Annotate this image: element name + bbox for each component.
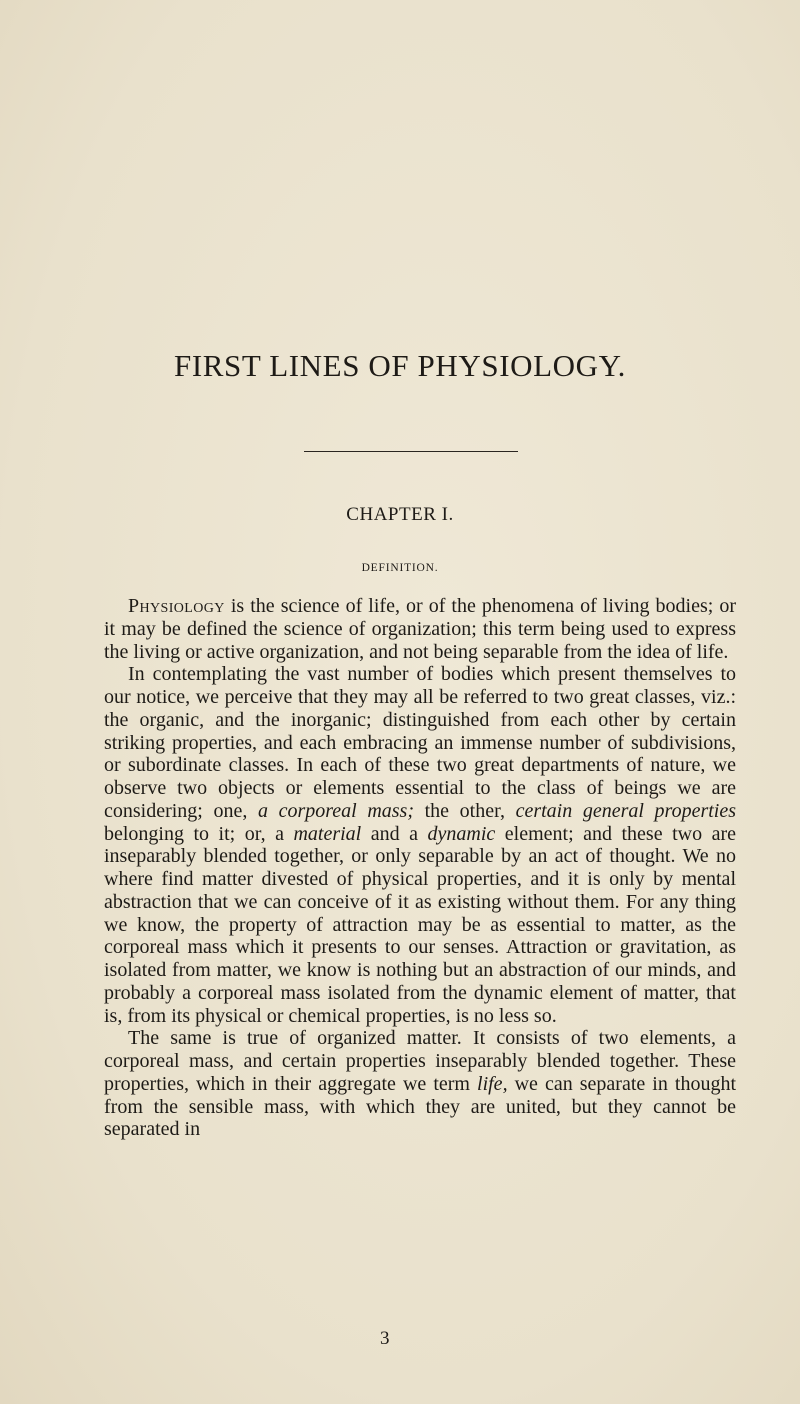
paragraph-2-text-4: and a	[361, 822, 428, 845]
paragraph-3	[104, 1027, 736, 1141]
paragraph-1	[104, 595, 736, 663]
paragraph-2-italic-4: dynamic	[427, 822, 496, 845]
paragraph-1-text: is the science of life, or of the phenomena of living bodies; or it may be defined the science of organization; this term being used to express the living or active organization, and not being separable from the idea of life.	[104, 595, 736, 663]
paragraph-3-text-2: we can separate in thought from the sensible mass, with which they are united, but they cannot be separated in	[104, 1072, 736, 1141]
page-number: 3	[380, 1328, 390, 1349]
section-heading: DEFINITION.	[361, 562, 439, 574]
paragraph-2-text-1: In contemplating the vast number of bodies which present themselves to our notice, we perceive that they may all be referred to two great classes, viz.: the organic, and the inorganic; distinguished from each other by certain striking properties, and each embracing an immense number of subdivisions, or subordinate classes. In each of these two great departments of nature, we observe two objects or elements essential to the class of beings we are considering; one,	[104, 663, 736, 822]
paragraph-2	[104, 663, 736, 1027]
chapter-heading: CHAPTER I.	[346, 504, 454, 525]
paragraph-2-italic-2: certain general properties	[515, 799, 736, 822]
paragraph-2-text-5: element; and these two are inseparably blended together, or only separable by an act of thought. We no where find matter divested of physical properties, and it is only by mental abstraction that we can conceive of it as existing without them. For any thing we know, the property of attraction may be as essential to matter, as the corporeal mass which it presents to our senses. Attraction or gravitation, as isolated from matter, we know is nothing but an abstraction of our minds, and probably a corporeal mass isolated from the dynamic element of matter, that is, from its physical or chemical properties, is no less so.	[104, 822, 737, 1027]
paragraph-2-italic-3: material	[293, 822, 362, 845]
body-text	[104, 595, 736, 1141]
paragraph-2-italic-1: a corporeal mass;	[257, 799, 414, 822]
paragraph-3-text-1: The same is true of organized matter. It consists of two elements, a corporeal mass, and certain properties inseparably blended together. These properties, which in their aggregate we term	[104, 1027, 736, 1095]
paragraph-3-italic-1: life,	[477, 1072, 508, 1095]
lead-word: Physiology	[128, 595, 225, 617]
paragraph-2-text-2: the other,	[414, 799, 516, 822]
book-title: FIRST LINES OF PHYSIOLOGY.	[174, 348, 626, 383]
paragraph-2-text-3: belonging to it; or, a	[104, 822, 294, 845]
title-rule	[304, 451, 518, 452]
